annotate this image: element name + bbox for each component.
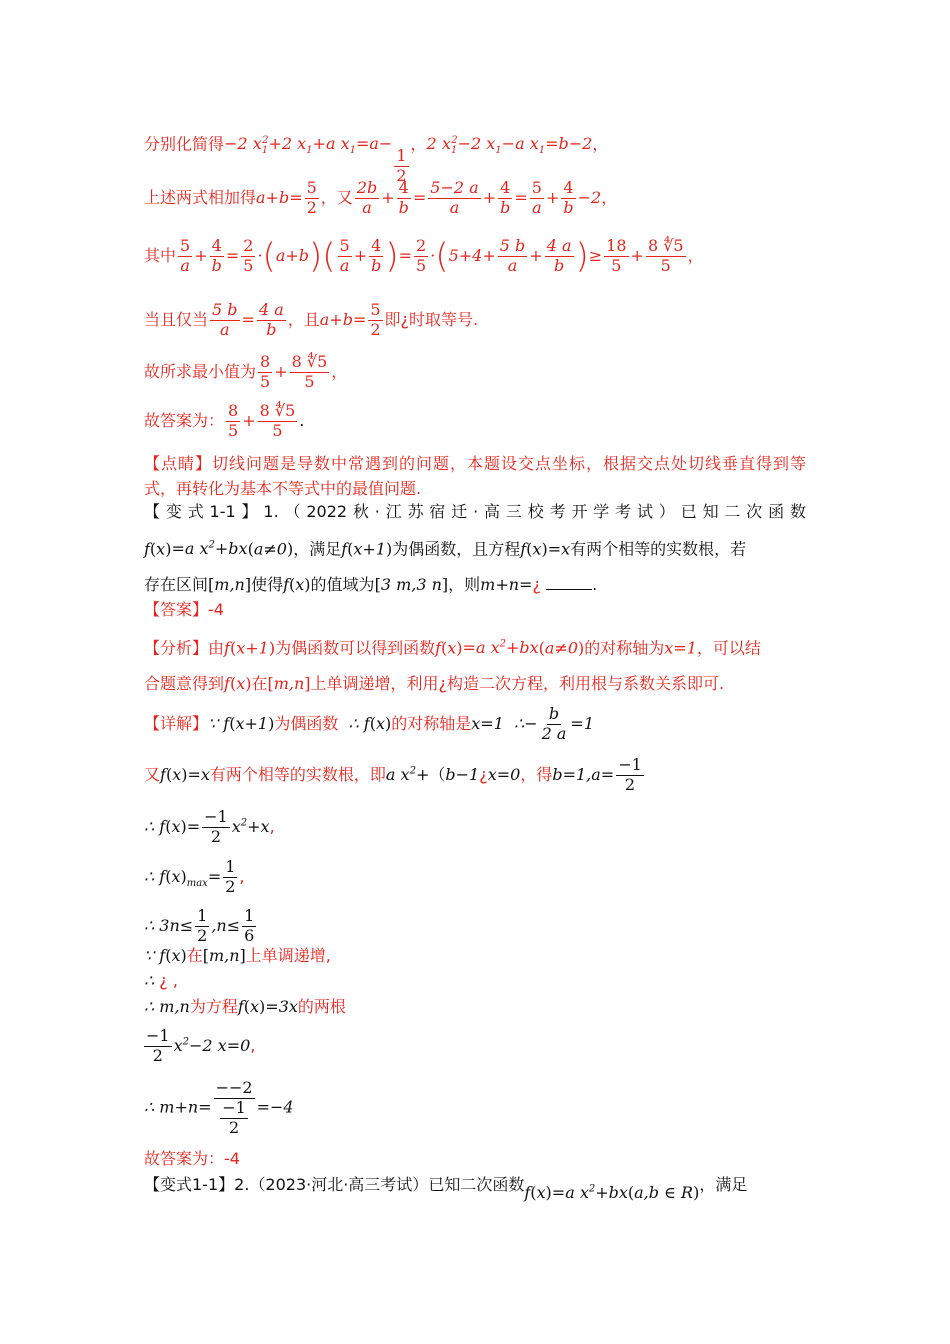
- variant-1-text-d: 有两个相等的实数根，若: [570, 539, 747, 559]
- variant-2-line-1: 【变式1-1】2.（2023·河北·高三考试）已知二次函数f(x)=a $x^2+bx(a,b$ ∈ R)，满足: [144, 1175, 748, 1202]
- variant-1-question: [144, 499, 806, 524]
- detail-line-6: ∵ f(x)在[m,n]上单调递增,: [144, 946, 331, 965]
- detail-line-9: $\frac{-1}{2}$ $x^2-2$ x=0,: [146, 1026, 256, 1065]
- variant-1-text-c: 为偶函数，且方程: [392, 539, 521, 559]
- analysis-line-2: 合题意得到f(x)在[m,n]上单调递增，利用¿构造二次方程，利用根与系数关系即可.: [144, 674, 725, 693]
- label-equality: 当且仅当: [144, 309, 209, 329]
- variant-1-text-b: ，满足: [293, 539, 342, 559]
- variant-2-text-a: 已知二次函数: [428, 1175, 525, 1194]
- detail-line-1: 【详解】∵ f(x+1)为偶函数 ∴ f(x)的对称轴是x=1 ∴− $\frac{b}{2 a}$ =1: [144, 704, 595, 743]
- variant-1-tag: 【变式1-1】1.: [144, 502, 279, 521]
- label-where: 其中: [144, 245, 177, 265]
- line-minimum: 故所求最小值为 $\frac{8}{5}$ + $\frac{8 ∜5}{5}$ ，: [144, 352, 348, 391]
- line-answer-1: 故答案为： $\frac{8}{5}$ + $\frac{8 ∜5}{5}$ .: [144, 401, 305, 440]
- variant-1-text-g: 的值域为: [310, 575, 375, 594]
- analysis-2c: 上单调递增，利用¿构造二次方程，利用根与系数关系即可.: [310, 674, 725, 693]
- detail-line-3: ∴ f(x)= $\frac{-1}{2}$ $x^2+x$,: [144, 807, 275, 846]
- label-equality-tail: 即¿时取等号.: [384, 309, 479, 329]
- answer-blank: [546, 589, 592, 590]
- line-sum: 上述两式相加得a+b= $\frac{5}{2}$ ，又 $\frac{2b}{a}$ + $\frac{4}{b}$ = $\frac{5-2 a}{a}$ + $\frac{4}{b}$ = $\frac{5}{a}$ + $\frac{4}{b}$ −2，: [144, 178, 618, 217]
- variant-1-text-e: 存在区间: [144, 575, 209, 594]
- variant-2-tag: 【变式1-1】2.: [144, 1175, 250, 1194]
- dianjing-line-1: [144, 451, 806, 476]
- detail-line-7: ∴ ¿ ,: [144, 971, 178, 990]
- detail-7b: 的两根: [297, 997, 346, 1016]
- variant-1-text-h: ，则: [448, 575, 481, 594]
- label-answer-1: 故答案为：: [144, 410, 225, 430]
- detail-2c: ，得: [520, 764, 553, 784]
- line-equality: 当且仅当 $\frac{5 b}{a}$ = $\frac{4 a}{b}$ ，且a+b= $\frac{5}{2}$ 即¿时取等号.: [144, 300, 479, 339]
- label-minimum: 故所求最小值为: [144, 361, 257, 381]
- detail-line-8: ∴ m,n为方程f(x)=3x的两根: [144, 997, 346, 1016]
- dianjing-line-2: 式，再转化为基本不等式中的最值问题.: [144, 479, 422, 498]
- variant-1-line-3: 存在区间[m,n]使得f(x)的值域为[3 m,3 n]，则m+n=¿ .: [144, 575, 598, 594]
- detail-line-2: 又f(x)=x有两个相等的实数根，即a $x^2+(b-1¿x=0$，得b=1,a= $\frac{-1}{2}$: [144, 755, 642, 794]
- detail-5b: 上单调递增,: [245, 946, 331, 965]
- detail-line-4: ∴ $f(x)_{max}=$ $\frac{1}{2}$ ,: [144, 857, 245, 896]
- detail-7a: 为方程: [189, 997, 238, 1016]
- variant-1-source: （2022秋·江苏宿迁·高三校考开学考试）: [278, 502, 681, 521]
- detail-2b: 有两个相等的实数根，即: [209, 764, 386, 784]
- analysis-1d: ，可以结: [696, 638, 761, 658]
- dianjing-text-1: 切线问题是导数中常遇到的问题，本题设交点坐标，根据交点处切线垂直得到等: [212, 454, 806, 473]
- detail-1b: 的对称轴是: [391, 713, 472, 733]
- dianjing-tag: 【点睛】: [144, 454, 212, 473]
- variant-2-source: （2023·河北·高三考试）: [249, 1175, 429, 1194]
- detail-line-5: ∴ 3n≤ $\frac{1}{2}$ ,n≤ $\frac{1}{6}$: [144, 906, 255, 945]
- detail-5a: 在: [186, 946, 203, 965]
- detail-tag: 【详解】: [144, 713, 209, 733]
- variant-1-answer: 【答案】-4: [144, 600, 224, 619]
- detail-1a: 为偶函数: [274, 713, 339, 733]
- analysis-1a: 由: [208, 638, 225, 658]
- label-simplify: 分别化简得: [144, 134, 225, 154]
- variant-1-text-a: 已知二次函数: [680, 502, 806, 521]
- analysis-1c: 的对称轴为: [584, 638, 665, 658]
- detail-6: ¿ ,: [159, 971, 178, 990]
- variant-1-line-2: f(x)=a $x^2+bx(a\ne 0)$，满足f(x+1)为偶函数，且方程f(x)=x有两个相等的实数根，若: [144, 539, 747, 559]
- label-sum: 上述两式相加得: [144, 187, 257, 207]
- dianjing-note: [144, 451, 806, 501]
- label-sum-mid: ，又: [320, 187, 353, 207]
- label-equality-mid: ，且: [287, 309, 320, 329]
- variant-1-line-1: [144, 499, 806, 524]
- analysis-tag: 【分析】: [144, 638, 209, 658]
- variant-1-text-f: 使得: [251, 575, 284, 594]
- analysis-1b: 为偶函数可以得到函数: [275, 638, 436, 658]
- variant-1-text-i: ¿: [532, 575, 541, 594]
- variant-1-final: 故答案为：-4: [144, 1149, 240, 1168]
- analysis-2b: 在: [251, 674, 268, 693]
- detail-line-10: ∴ m+n= $\frac{--2}{\frac{-1}{2}}$ =−4: [144, 1078, 294, 1137]
- detail-2a: 又: [144, 764, 161, 784]
- line-simplify: 分别化简得−2 $x_1^2+2$ $x_1+a$ $x_1=a-$ $\frac{1}{2}$ ，2 $x_1^2-2$ $x_1-a$ $x_1=b-2$，: [144, 134, 609, 186]
- line-where: 其中 $\frac{5}{a}$ + $\frac{4}{b}$ = $\frac{2}{5}$ ·(a+b)( $\frac{5}{a}$ + $\frac{4}{b}$ )= $\frac{2}{5}$ ·(5+4+ $\frac{5 b}{a}$ + $\frac{4 a}{b}$ )≥ $\frac{18}{5}$ + $\frac{8 ∜5}{5}$ ，: [144, 236, 704, 277]
- analysis-line-1: 【分析】由f(x+1)为偶函数可以得到函数f(x)=a $x^2+bx(a\ne 0)$的对称轴为x=1，可以结: [144, 638, 761, 658]
- variant-2-text-b: ，满足: [699, 1175, 748, 1194]
- analysis-2a: 合题意得到: [144, 674, 225, 693]
